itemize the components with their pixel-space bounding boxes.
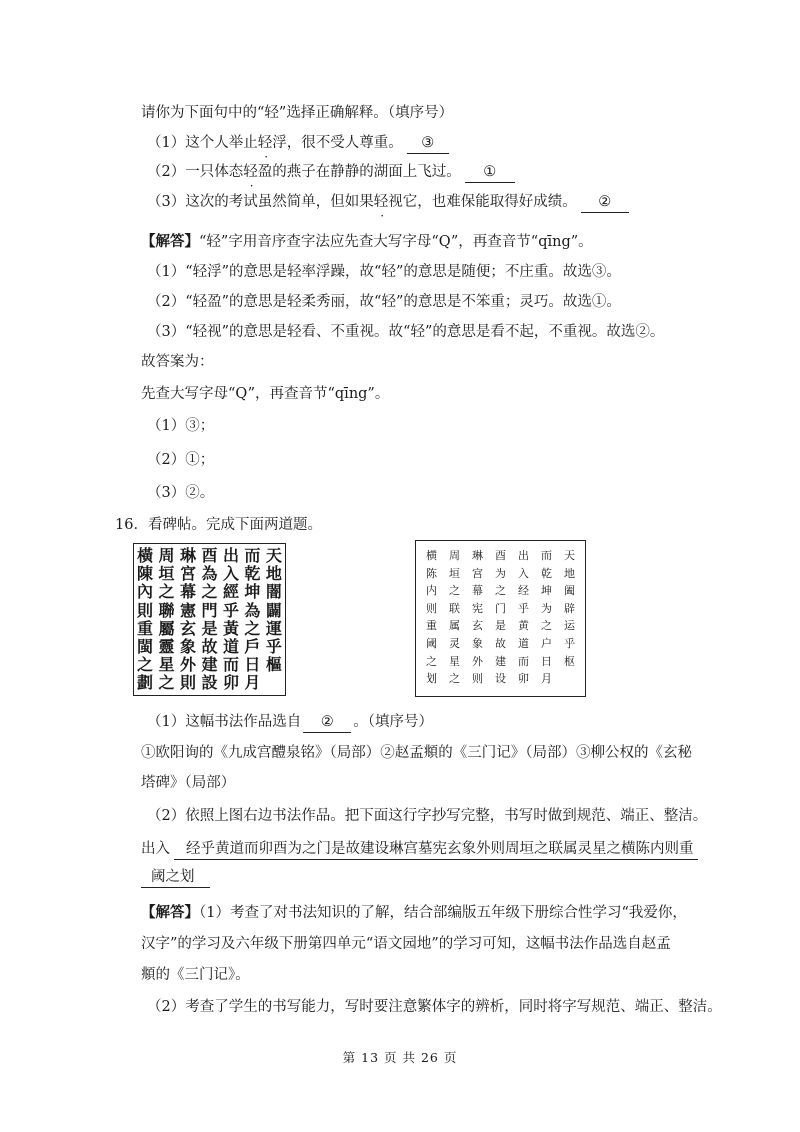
calligraphy-char: 之	[426, 654, 437, 668]
calligraphy-char: 星	[158, 655, 175, 675]
calligraphy-char: 横	[426, 549, 437, 562]
calligraphy-char: 之	[201, 582, 218, 602]
calligraphy-char: 重	[426, 619, 437, 633]
calligraphy-char: 坤	[244, 582, 261, 602]
calligraphy-char: 乎	[222, 600, 239, 620]
calligraphy-column	[472, 547, 483, 690]
calligraphy-char: 道	[222, 637, 239, 657]
q15-answer-label: 故答案为：	[141, 354, 214, 370]
calligraphy-char: 之	[541, 619, 552, 633]
calligraphy-char: 陳	[137, 564, 154, 584]
q15-item-2: （2）一只体态轻盈的燕子在静静的湖面上飞过。 ①	[147, 162, 515, 183]
calligraphy-char: 建	[201, 655, 218, 675]
calligraphy-char: 垣	[449, 566, 460, 580]
calligraphy-column	[223, 547, 239, 692]
calligraphy-char: 属	[449, 619, 460, 633]
calligraphy-char: 出	[222, 546, 239, 565]
calligraphy-char: 乎	[518, 601, 529, 615]
calligraphy-char: 为	[541, 601, 552, 615]
calligraphy-char: 闇	[265, 582, 282, 602]
calligraphy-column	[518, 547, 529, 690]
calligraphy-char: 玄	[179, 618, 196, 638]
q15-item-1: （1）这个人举止轻浮，很不受人尊重。 ③	[147, 133, 449, 154]
calligraphy-char: 故	[495, 636, 506, 650]
q16-copy-line-2	[141, 867, 210, 888]
calligraphy-char: 憲	[179, 600, 196, 620]
calligraphy-char: 之	[137, 655, 154, 675]
page-footer: 第 13 页 共 26 页	[342, 1050, 458, 1065]
calligraphy-char: 屬	[158, 618, 175, 638]
calligraphy-char: 玄	[472, 619, 483, 633]
calligraphy-char: 阖	[564, 584, 575, 598]
calligraphy-char: 劃	[137, 673, 154, 693]
calligraphy-char: 琳	[472, 549, 483, 562]
calligraphy-char: 枢	[564, 654, 575, 668]
calligraphy-char: 之	[158, 582, 175, 602]
calligraphy-column	[495, 547, 506, 690]
calligraphy-char: 之	[244, 618, 261, 638]
q15-explain-1: （1）“轻浮”的意思是轻率浮躁，故“轻”的意思是随便；不庄重。故选③。	[147, 264, 621, 280]
calligraphy-char: 月	[244, 673, 261, 693]
calligraphy-char: 划	[426, 672, 437, 686]
calligraphy-char: 內	[137, 582, 154, 602]
calligraphy-char: 陈	[426, 566, 437, 580]
calligraphy-char: 乎	[265, 637, 282, 657]
calligraphy-char: 设	[495, 672, 506, 686]
calligraphy-char: 為	[201, 564, 218, 584]
calligraphy-char: 卯	[518, 672, 529, 686]
calligraphy-char: 星	[449, 654, 460, 668]
calligraphy-column	[158, 547, 174, 692]
calligraphy-char: 乎	[564, 636, 575, 650]
calligraphy-char: 為	[244, 600, 261, 620]
calligraphy-column	[426, 547, 437, 690]
calligraphy-char: 是	[201, 618, 218, 638]
calligraphy-char: 辟	[564, 601, 575, 615]
q16-title: 16．看碑帖。完成下面两道题。	[115, 517, 322, 533]
answer-blank: ①	[465, 162, 515, 183]
calligraphy-column	[244, 547, 260, 692]
answer-blank: ②	[581, 192, 629, 213]
calligraphy-char: 垣	[158, 564, 175, 584]
answer-blank: ③	[407, 133, 449, 154]
calligraphy-char: 聯	[158, 600, 175, 620]
calligraphy-char: 户	[541, 636, 552, 650]
calligraphy-char: 坤	[541, 584, 552, 598]
calligraphy-char: 经	[518, 584, 529, 598]
calligraphy-char: 天	[265, 546, 282, 565]
calligraphy-column	[137, 547, 153, 692]
calligraphy-char: 黄	[518, 619, 529, 633]
calligraphy-char: 閩	[137, 637, 154, 657]
calligraphy-char: 酉	[201, 546, 218, 565]
calligraphy-char: 卯	[222, 673, 239, 693]
calligraphy-char: 戶	[244, 637, 261, 657]
q15-explain-2: （2）“轻盈”的意思是轻柔秀丽，故“轻”的意思是不笨重；灵巧。故选①。	[147, 294, 621, 310]
calligraphy-char: 象	[179, 637, 196, 657]
calligraphy-char: 而	[541, 549, 552, 562]
calligraphy-char: 道	[518, 636, 529, 650]
calligraphy-char: 日	[541, 654, 552, 668]
calligraphy-char: 建	[495, 654, 506, 668]
calligraphy-char: 闢	[265, 600, 282, 620]
calligraphy-char: 酉	[495, 549, 506, 562]
calligraphy-char: 入	[222, 564, 239, 584]
calligraphy-char: 橫	[137, 546, 154, 565]
q16-jieda-3: 頫的《三门记》。	[141, 967, 250, 983]
calligraphy-char: 地	[564, 566, 575, 580]
calligraphy-char: 而	[244, 546, 261, 565]
calligraphy-original-image	[133, 543, 286, 696]
q15-intro: 请你为下面句中的“轻”选择正确解释。（填序号）	[141, 105, 454, 121]
q15-jieda: 【解答】“轻”字用音序查字法应先查大写字母“Q”，再查音节“qīng”。	[141, 233, 593, 250]
q16-jieda-4: （2）考查了学生的书写能力，写时要注意繁体字的辨析，同时将字写规范、端正、整洁。	[147, 999, 722, 1015]
calligraphy-char: 運	[265, 618, 282, 638]
q15-explain-3: （3）“轻视”的意思是轻看、不重视。故“轻”的意思是看不起，不重视。故选②。	[147, 324, 665, 340]
calligraphy-char: 为	[495, 566, 506, 580]
calligraphy-char: 之	[449, 584, 460, 598]
calligraphy-char: 入	[518, 566, 529, 580]
calligraphy-char: 周	[158, 546, 175, 565]
calligraphy-char: 外	[472, 654, 483, 668]
calligraphy-column	[266, 547, 282, 692]
q16-sub1: （1）这幅书法作品选自 ② 。（填序号）	[147, 712, 433, 733]
calligraphy-char: 設	[201, 673, 218, 693]
calligraphy-char: 运	[564, 619, 575, 633]
q15-answer-line: 先查大写字母“Q”，再查音节“qīng”。	[141, 386, 390, 402]
calligraphy-char: 宪	[472, 601, 483, 615]
calligraphy-char: 周	[449, 549, 460, 562]
q16-sub2: （2）依照上图右边书法作品。把下面这行字抄写完整，书写时做到规范、端正、整洁。	[147, 808, 708, 824]
calligraphy-char: 是	[495, 619, 506, 633]
calligraphy-char: 乾	[244, 564, 261, 584]
calligraphy-char: 门	[495, 601, 506, 615]
calligraphy-char: 而	[518, 654, 529, 668]
calligraphy-column	[180, 547, 196, 692]
calligraphy-char: 靈	[158, 637, 175, 657]
copy-answer-blank: 经乎黄道而卯酉为之门是故建设琳宫墓宪玄象外则周垣之联属灵星之横陈内则重	[174, 839, 698, 860]
calligraphy-char: 地	[265, 564, 282, 584]
calligraphy-char: 宫	[472, 566, 483, 580]
q16-options-1: ①欧阳询的《九成宫醴泉铭》（局部）②赵孟頫的《三门记》（局部）③柳公权的《玄秘	[141, 745, 692, 761]
calligraphy-char: 乾	[541, 566, 552, 580]
calligraphy-char: 經	[222, 582, 239, 602]
calligraphy-char: 琳	[179, 546, 196, 565]
calligraphy-column	[201, 547, 217, 692]
answer-blank: ②	[303, 712, 351, 733]
q16-jieda-2: 汉字”的学习及六年级下册第四单元“语文园地”的学习可知，这幅书法作品选自赵孟	[141, 936, 671, 952]
q16-copy-line-1: 出入 经乎黄道而卯酉为之门是故建设琳宫墓宪玄象外则周垣之联属灵星之横陈内则重	[141, 839, 698, 860]
q15-answer-2: （2）①；	[147, 452, 215, 468]
calligraphy-char: 则	[426, 601, 437, 615]
calligraphy-char: 之	[495, 584, 506, 598]
q15-answer-3: （3）②。	[147, 485, 215, 501]
calligraphy-char: 之	[449, 672, 460, 686]
calligraphy-char: 重	[137, 618, 154, 638]
calligraphy-char: 灵	[449, 636, 460, 650]
calligraphy-char: 而	[222, 655, 239, 675]
q16-options-2: 塔碑》（局部）	[141, 775, 236, 791]
calligraphy-char: 門	[201, 600, 218, 620]
calligraphy-char: 阈	[426, 636, 437, 650]
calligraphy-char: 之	[158, 673, 175, 693]
calligraphy-char: 外	[179, 655, 196, 675]
calligraphy-char: 幕	[179, 582, 196, 602]
calligraphy-char: 出	[518, 549, 529, 562]
calligraphy-column	[564, 547, 575, 690]
q15-item-3: （3）这次的考试虽然简单，但如果轻视它，也难保能取得好成绩。 ②	[147, 192, 629, 213]
calligraphy-char: 故	[201, 637, 218, 657]
calligraphy-char: 则	[472, 672, 483, 686]
calligraphy-char: 象	[472, 636, 483, 650]
calligraphy-char: 則	[179, 673, 196, 693]
calligraphy-column	[541, 547, 552, 690]
q15-answer-1: （1）③；	[147, 418, 215, 434]
calligraphy-char: 黃	[222, 618, 239, 638]
calligraphy-char: 日	[244, 655, 261, 675]
calligraphy-char: 联	[449, 601, 460, 615]
calligraphy-transcription-image	[415, 540, 586, 697]
calligraphy-char: 樞	[265, 655, 282, 675]
calligraphy-char: 則	[137, 600, 154, 620]
calligraphy-char: 幕	[472, 584, 483, 598]
q16-jieda-1: 【解答】（1）考查了对书法知识的了解，结合部编版五年级下册综合性学习“我爱你，	[141, 904, 687, 921]
calligraphy-char: 宮	[179, 564, 196, 584]
calligraphy-column	[449, 547, 460, 690]
calligraphy-char: 月	[541, 672, 552, 686]
calligraphy-char: 天	[564, 549, 575, 562]
copy-answer-blank: 阈之划	[141, 867, 210, 888]
calligraphy-char: 内	[426, 584, 437, 598]
